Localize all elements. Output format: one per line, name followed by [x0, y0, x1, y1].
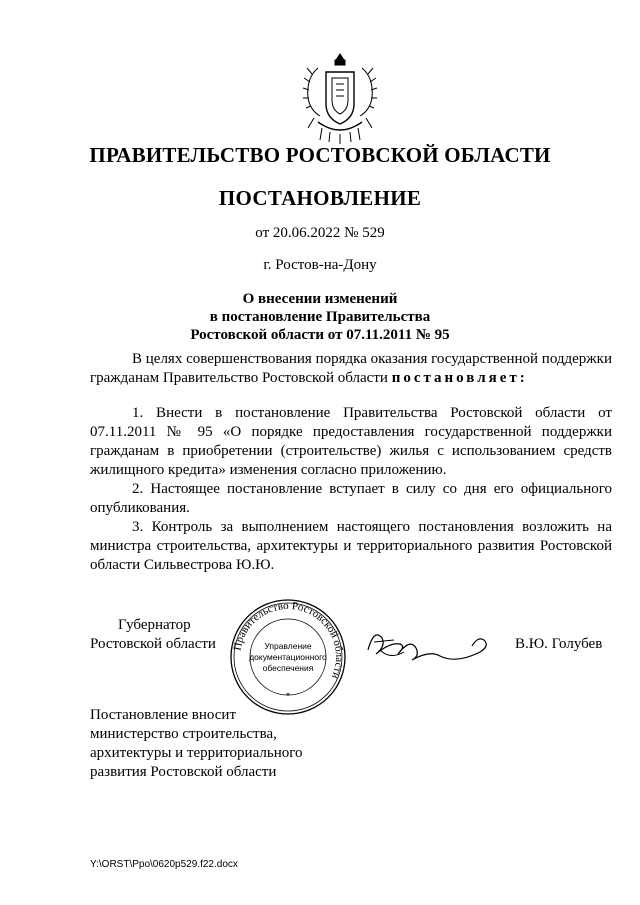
decree-item: 1. Внести в постановление Правительства Ростовской области от 07.11.2011 № 95 «О порядке предоставления государственной поддержки гражданам в приобретении (строительстве) жилья с использованием средств жилищного кредита» изменения согласно приложению.: [90, 405, 612, 478]
submission-note: [90, 706, 303, 782]
seal-center-line: Управление: [264, 641, 312, 651]
seal-center-line: документационного: [249, 652, 327, 662]
document-date-number: от 20.06.2022 № 529: [255, 225, 385, 241]
preamble-paragraph: [90, 350, 612, 388]
preamble: [90, 350, 612, 388]
note-line: архитектуры и территориального: [90, 745, 303, 761]
svg-text:*: *: [285, 691, 291, 701]
document-city: г. Ростов-на-Дону: [263, 257, 377, 273]
heading-line: в постановление Правительства: [209, 309, 431, 325]
document-title: ПРАВИТЕЛЬСТВО РОСТОВСКОЙ ОБЛАСТИ: [89, 143, 551, 167]
document-heading: [0, 290, 640, 344]
seal-center-line: обеспечения: [262, 663, 314, 673]
decree-items: [90, 404, 612, 575]
handwritten-signature-icon: [360, 620, 500, 670]
heading-line: Ростовской области от 07.11.2011 № 95: [190, 327, 450, 343]
note-line: развития Ростовской области: [90, 764, 277, 780]
note-line: министерство строительства,: [90, 726, 277, 742]
signatory-name: В.Ю. Голубев: [515, 636, 603, 652]
decree-item: 2. Настоящее постановление вступает в силу со дня его официального опубликования.: [90, 481, 612, 516]
coat-of-arms-icon: [298, 48, 382, 148]
document-type: ПОСТАНОВЛЕНИЕ: [218, 186, 422, 210]
file-path: Y:\ORST\Ppo\0620p529.f22.docx: [90, 859, 238, 870]
decree-item: 3. Контроль за выполнением настоящего постановления возложить на министра строительства, архитектуры и территориального развития Ростовской области Сильвестрова Ю.Ю.: [90, 519, 612, 573]
decree-word: постановляет:: [391, 370, 528, 386]
official-seal-icon: [228, 597, 348, 717]
signatory-region: Ростовской области: [90, 636, 216, 652]
heading-line: О внесении изменений: [242, 291, 398, 307]
note-line: Постановление вносит: [90, 707, 237, 723]
signatory-position: Губернатор: [118, 617, 191, 633]
seal-ring-text: Правительство Ростовской области: [231, 599, 346, 681]
preamble-text: В целях совершенствования порядка оказания государственной поддержки гражданам Правительство Ростовской области: [90, 351, 612, 386]
